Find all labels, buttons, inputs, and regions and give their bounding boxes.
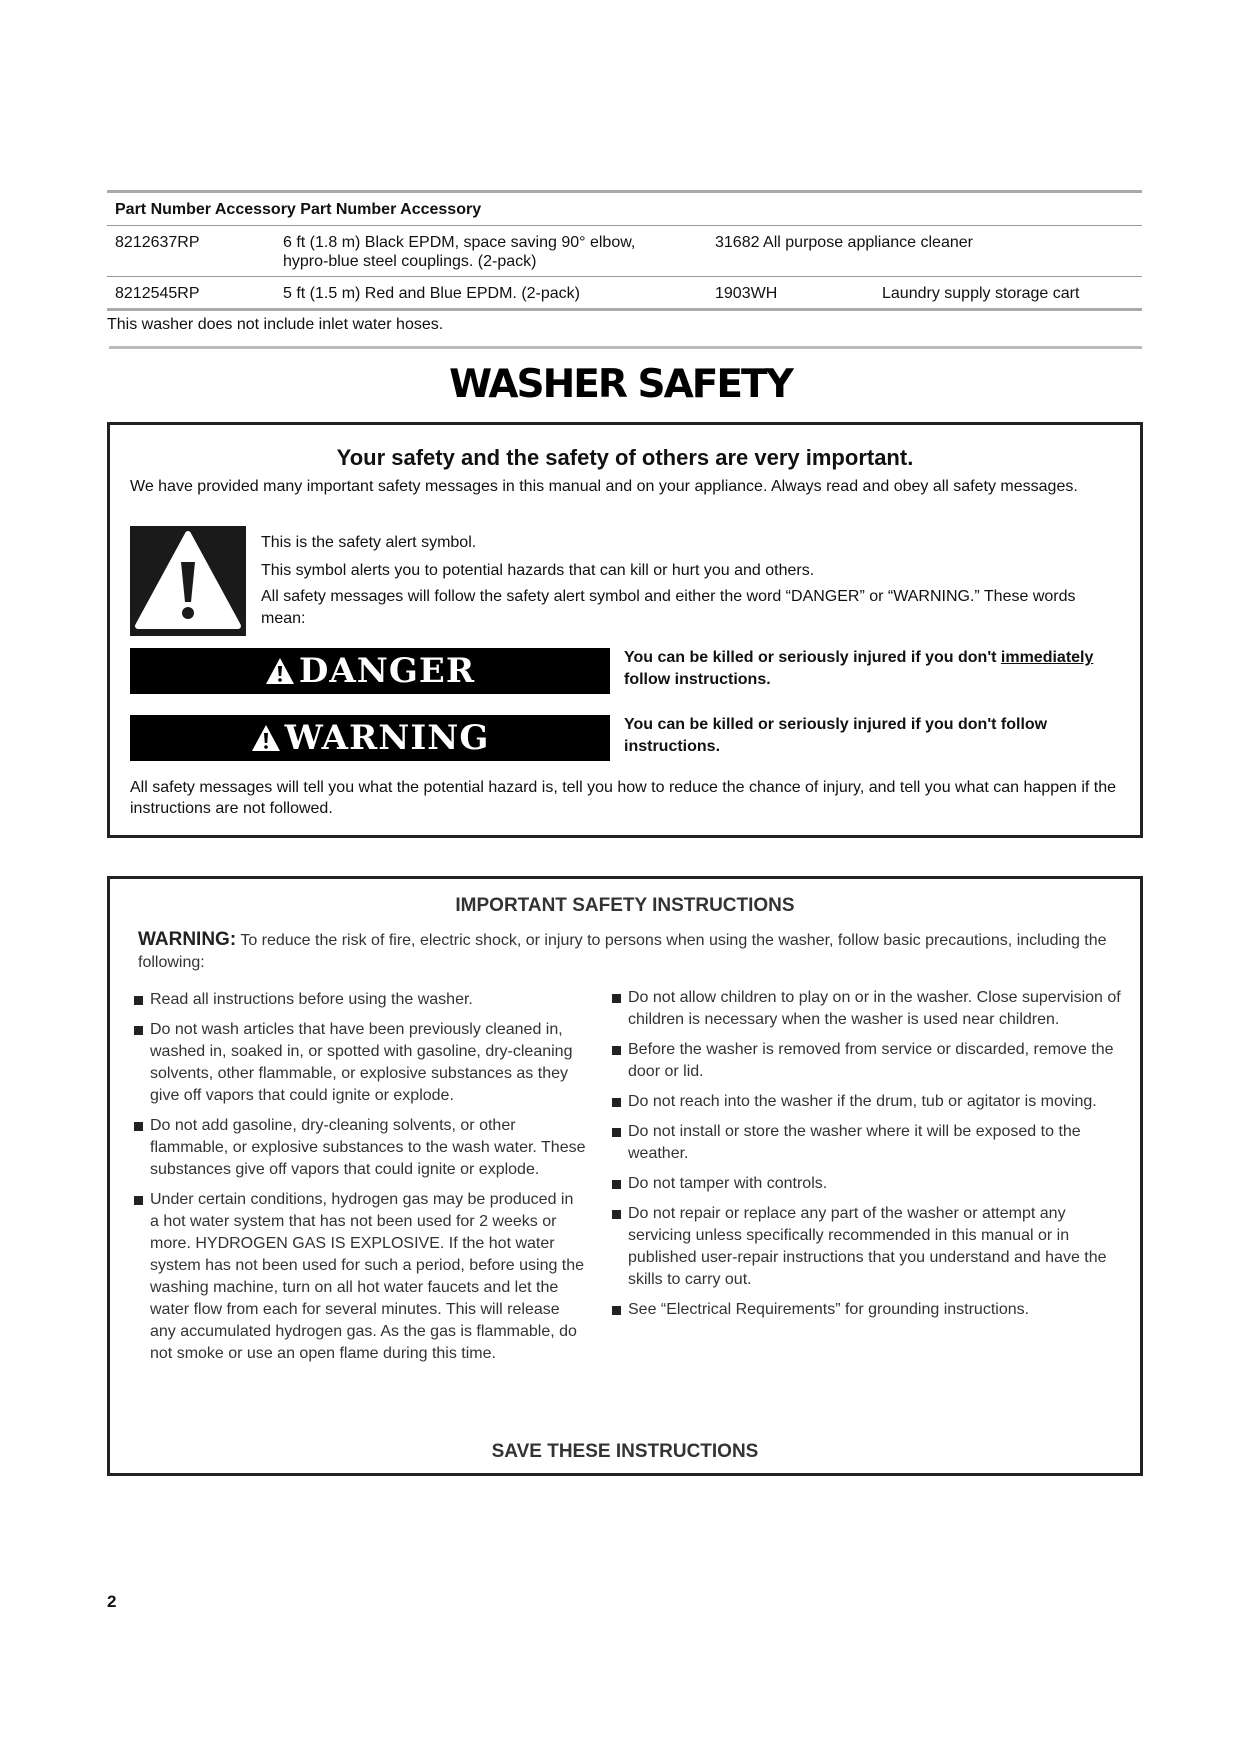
list-item: See “Electrical Requirements” for grounding instructions. — [612, 1299, 1124, 1321]
instructions-right-column — [612, 987, 1124, 1329]
bullet-icon — [612, 1210, 621, 1219]
list-item: Do not reach into the washer if the drum, tub or agitator is moving. — [612, 1091, 1124, 1113]
part-number-cell: 8212637RP — [115, 234, 200, 251]
list-item: Do not allow children to play on or in the washer. Close supervision of children is necessary when the washer is used near children. — [612, 987, 1124, 1031]
bullet-icon — [134, 1122, 143, 1131]
safety-outro-text: All safety messages will tell you what the potential hazard is, tell you how to reduce the chance of injury, and tell you what can happen if the instructions are not followed. — [130, 779, 1117, 817]
section-divider — [109, 346, 1142, 349]
emphasis-text: immediately — [1000, 649, 1094, 666]
list-item: Do not repair or replace any part of the washer or attempt any servicing unless specifically recommended in this manual or in published user-repair instructions that you understand and have the skills to carry out. — [612, 1203, 1124, 1291]
instructions-left-column — [134, 989, 586, 1373]
save-instructions-title: SAVE THESE INSTRUCTIONS — [491, 1441, 759, 1462]
warning-label: WARNING: — [138, 929, 237, 950]
danger-signal-bar — [130, 648, 610, 694]
table-row — [107, 226, 1142, 277]
alert-triangle-icon — [251, 724, 281, 752]
warning-label: WARNING — [284, 718, 490, 758]
accessory-table — [107, 190, 1142, 311]
accessory-table-header: Part Number Accessory Part Number Accessory — [107, 193, 1142, 226]
bullet-icon — [612, 1180, 621, 1189]
list-item: Read all instructions before using the washer. — [134, 989, 586, 1011]
danger-label: DANGER — [298, 651, 476, 691]
safety-heading: Your safety and the safety of others are very important. — [336, 445, 914, 470]
bullet-icon — [134, 996, 143, 1005]
accessory-cell: 6 ft (1.8 m) Black EPDM, space saving 90° elbow, hypro-blue steel couplings. (2-pack) — [283, 234, 636, 270]
table-row — [107, 277, 1142, 311]
list-item: Under certain conditions, hydrogen gas may be produced in a hot water system that has not been used for 2 weeks or more. HYDROGEN GAS IS EXPLOSIVE. If the hot water system has not been used for such a period, before using the washing machine, turn on all hot water faucets and let the water flow from each for several minutes. This will release any accumulated hydrogen gas. As the gas is flammable, do not smoke or use an open flame during this time. — [134, 1189, 586, 1365]
bullet-icon — [612, 1098, 621, 1107]
bullet-icon — [612, 1128, 621, 1137]
part-number-cell: 31682 All purpose appliance cleaner — [715, 234, 973, 251]
list-item: Do not install or store the washer where it will be exposed to the weather. — [612, 1121, 1124, 1165]
bullet-icon — [612, 1046, 621, 1055]
warning-description: You can be killed or seriously injured if you don't follow instructions. — [624, 716, 1048, 755]
danger-description: You can be killed or seriously injured if you don't immediately follow instructions. — [624, 649, 1094, 688]
alert-symbol-line: This is the safety alert symbol. — [261, 534, 477, 551]
alert-symbol-line: All safety messages will follow the safety alert symbol and either the word “DANGER” or “WARNING.” These words mean: — [261, 588, 1076, 627]
accessory-cell: Laundry supply storage cart — [882, 285, 1080, 302]
bullet-icon — [612, 994, 621, 1003]
accessory-cell: 5 ft (1.5 m) Red and Blue EPDM. (2-pack) — [283, 285, 580, 302]
bullet-icon — [134, 1196, 143, 1205]
safety-intro-text: We have provided many important safety messages in this manual and on your appliance. Always read and obey all safety messages. — [130, 478, 1078, 495]
safety-intro-box — [107, 422, 1143, 838]
page-number: 2 — [107, 1592, 117, 1611]
alert-triangle-icon — [265, 657, 295, 685]
hose-note: This washer does not include inlet water hoses. — [107, 316, 444, 333]
bullet-icon — [134, 1026, 143, 1035]
bullet-icon — [612, 1306, 621, 1315]
page-title: WASHER SAFETY — [449, 362, 792, 407]
part-number-cell: 8212545RP — [115, 285, 200, 302]
list-item: Do not wash articles that have been previously cleaned in, washed in, soaked in, or spotted with gasoline, dry-cleaning solvents, other flammable, or explosive substances as they give off vapors that could ignite or explode. — [134, 1019, 586, 1107]
instructions-warning: WARNING: To reduce the risk of fire, electric shock, or injury to persons when using the washer, follow basic precautions, including the following: — [138, 929, 1107, 971]
list-item: Do not tamper with controls. — [612, 1173, 1124, 1195]
alert-symbol-line: This symbol alerts you to potential hazards that can kill or hurt you and others. — [261, 562, 815, 579]
safety-alert-icon — [130, 526, 246, 636]
list-item: Before the washer is removed from service or discarded, remove the door or lid. — [612, 1039, 1124, 1083]
list-item: Do not add gasoline, dry-cleaning solvents, or other flammable, or explosive substances to the wash water. These substances give off vapors that could ignite or explode. — [134, 1115, 586, 1181]
instructions-title: IMPORTANT SAFETY INSTRUCTIONS — [455, 895, 795, 916]
warning-signal-bar — [130, 715, 610, 761]
important-safety-instructions-box — [107, 876, 1143, 1476]
part-number-cell: 1903WH — [715, 285, 778, 302]
